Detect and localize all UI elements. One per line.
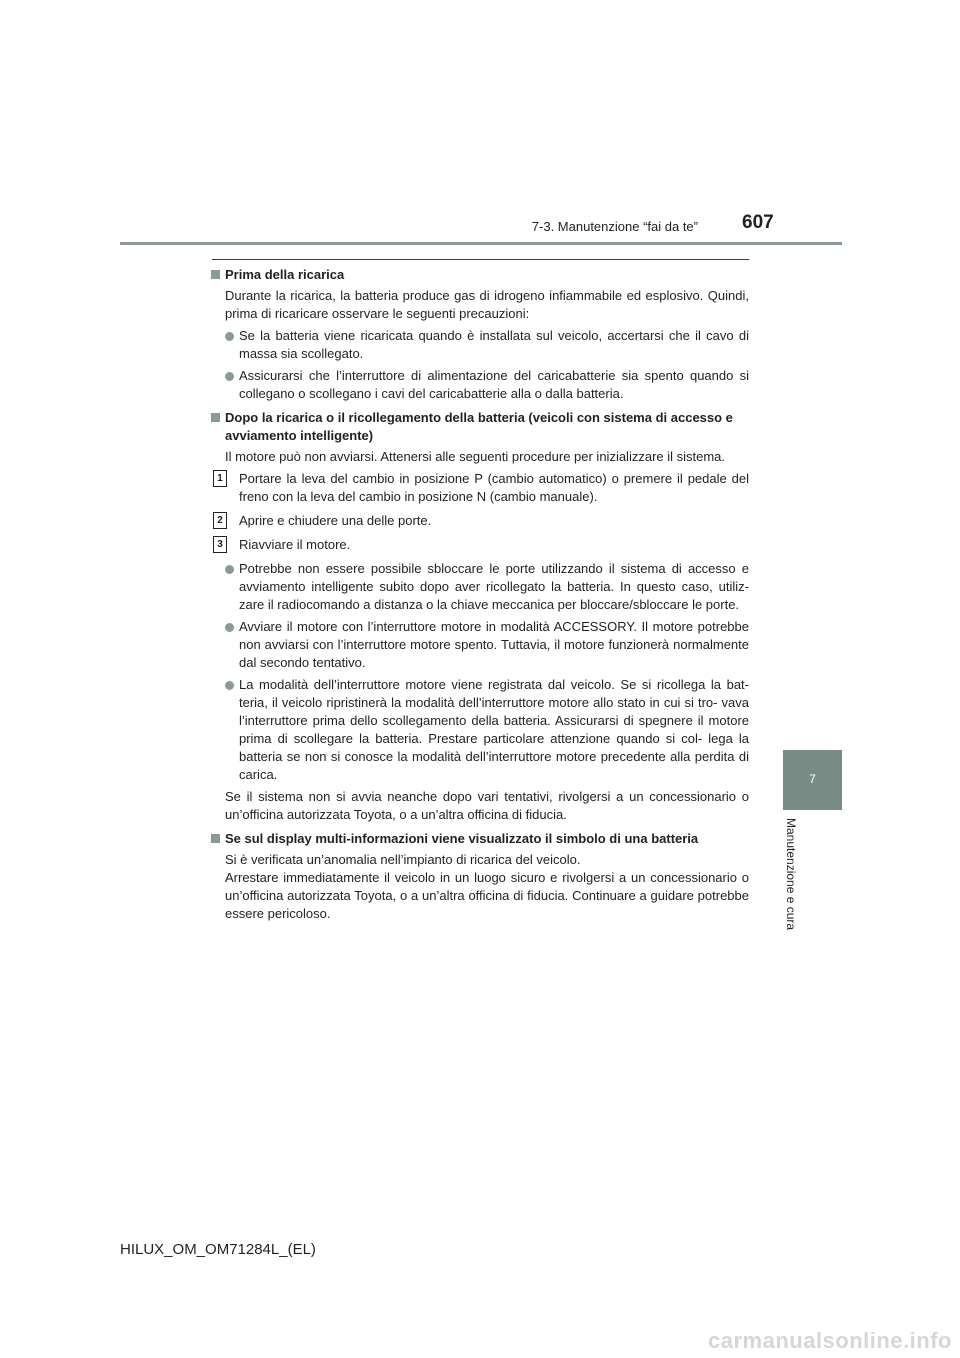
- list-item-text: La modalità dell’interruttore motore viene registrata dal veicolo. Se si ricollega la bat- teria, il veicolo ripristinerà la modalità dell’interruttore motore allo stato in cui si tro- vava l’interruttore prima dello scollegamento della batteria. Assicurarsi di spegnere il motore prima di scollegare la batteria. Prestare particolare attenzione quando si col- lega la batteria se non si conosce la modalità dell’interruttore motore precedente alla perdita di carica.: [239, 677, 749, 782]
- section-battery-symbol: [211, 830, 749, 923]
- section-before-charging: [211, 266, 749, 403]
- section-title: 7-3. Manutenzione “fai da te”: [531, 219, 698, 234]
- step-number: 3: [213, 536, 227, 553]
- chapter-label-text: Manutenzione e cura: [784, 818, 798, 931]
- page-number: 607: [742, 212, 774, 233]
- square-bullet-icon: [211, 834, 220, 843]
- circle-bullet-icon: [225, 332, 234, 341]
- paragraph: Se il sistema non si avvia neanche dopo vari tentativi, rivolgersi a un concessionario o un’officina autorizzata Toyota, o a un’altra officina di fiducia.: [225, 789, 749, 822]
- paragraph: Durante la ricarica, la batteria produce gas di idrogeno infiammabile ed esplosivo. Quindi, prima di ricaricare osservare le seguenti precauzioni:: [225, 288, 749, 321]
- heading-text: Se sul display multi-informazioni viene visualizzato il simbolo di una batteria: [225, 831, 699, 846]
- step-text: Portare la leva del cambio in posizione P (cambio automatico) o premere il pedale del freno con la leva del cambio in posizione N (cambio manuale).: [239, 471, 749, 504]
- heading-text: Dopo la ricarica o il ricollegamento della batteria (veicoli con sistema di accesso e avviamento intelligente): [225, 410, 733, 443]
- page-content: [211, 266, 749, 929]
- header-divider: [120, 242, 842, 245]
- list-item-text: Potrebbe non essere possibile sbloccare le porte utilizzando il sistema di accesso e avviamento intelligente subito dopo aver ricollegato la batteria. In questo caso, utiliz- zare il radiocomando a distanza o la chiave meccanica per bloccare/sbloccare le porte.: [239, 561, 749, 612]
- circle-bullet-icon: [225, 681, 234, 690]
- paragraph: Arrestare immediatamente il veicolo in un luogo sicuro e rivolgersi a un concessionario o un’officina autorizzata Toyota, o a un’altra officina di fiducia. Continuare a guidare potrebbe essere pericoloso.: [225, 870, 749, 921]
- section-heading: [211, 266, 749, 284]
- chapter-label: [784, 818, 804, 963]
- list-item: [211, 560, 749, 614]
- section-heading: [211, 409, 749, 445]
- circle-bullet-icon: [225, 623, 234, 632]
- page-header: [0, 0, 960, 250]
- paragraph: Il motore può non avviarsi. Attenersi alle seguenti procedure per inizializzare il sistema.: [225, 449, 726, 464]
- watermark: carmanualsonline.info: [708, 1328, 952, 1353]
- chapter-number: 7: [809, 772, 816, 786]
- list-item: [211, 327, 749, 363]
- paragraph: Si è verificata un’anomalia nell’impianto di ricarica del veicolo.: [225, 852, 581, 867]
- list-item-text: Assicurarsi che l’interruttore di alimentazione del caricabatterie sia spento quando si collegano o scollegano i cavi del caricabatterie alla o dalla batteria.: [239, 368, 749, 401]
- section-after-charging: [211, 409, 749, 824]
- step-number: 2: [213, 512, 227, 529]
- list-item: [211, 676, 749, 784]
- circle-bullet-icon: [225, 565, 234, 574]
- step-number: 1: [213, 470, 227, 487]
- list-item-text: Avviare il motore con l’interruttore motore in modalità ACCESSORY. Il motore potrebbe non avviarsi con l’interruttore motore spento. Tuttavia, il motore funzionerà normalmente dal secondo tentativo.: [239, 619, 749, 670]
- chapter-tab[interactable]: [783, 750, 842, 810]
- step-text: Aprire e chiudere una delle porte.: [239, 513, 432, 528]
- step-item: [211, 512, 749, 530]
- content-divider: [212, 259, 749, 260]
- step-item: [211, 470, 749, 506]
- document-code: HILUX_OM_OM71284L_(EL): [120, 1241, 316, 1258]
- section-heading: [211, 830, 749, 848]
- step-item: [211, 536, 749, 554]
- list-item: [211, 367, 749, 403]
- step-text: Riavviare il motore.: [239, 537, 351, 552]
- heading-text: Prima della ricarica: [225, 267, 345, 282]
- list-item-text: Se la batteria viene ricaricata quando è installata sul veicolo, accertarsi che il cavo di massa sia scollegato.: [239, 328, 749, 361]
- circle-bullet-icon: [225, 372, 234, 381]
- square-bullet-icon: [211, 413, 220, 422]
- square-bullet-icon: [211, 270, 220, 279]
- list-item: [211, 618, 749, 672]
